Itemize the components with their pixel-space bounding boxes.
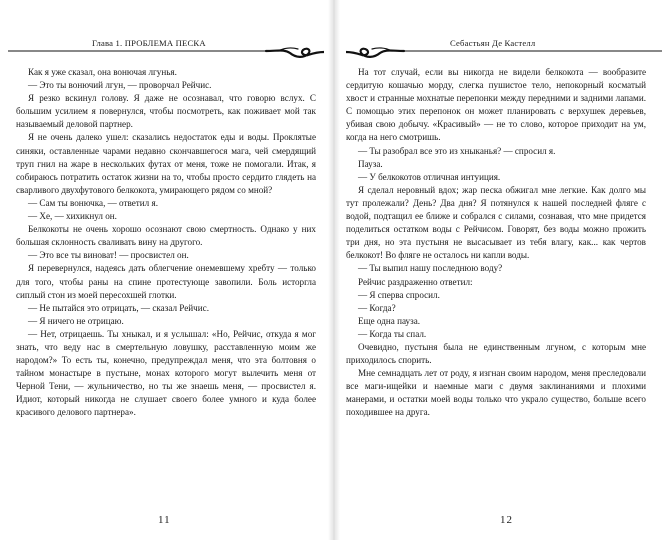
paragraph: Я сделал неровный вдох; жар песка обжигал мне легкие. Как долго мы тут пролежали? День? Два дня? Я потянулся к нашей последней фляге с водой, подтащил ее ближе и собрался с силами, сознавая, что мне придется поделиться остатком воды с Рейчисом. Говорят, без воды можно прожить три дня, но эта пустыня не высасывает из тебя влагу, как... как чертов белкокот! Во фляге не осталось ни капли воды. (346, 184, 646, 261)
paragraph: — Это все ты виноват! — просвистел он. (28, 250, 189, 261)
right-body-text (346, 66, 646, 420)
paragraph: — Сам ты вонючка, — ответил я. (28, 197, 158, 208)
paragraph: — Я ничего не отрицаю. (28, 315, 124, 326)
left-body-text (16, 66, 316, 420)
paragraph: Еще одна пауза. (358, 315, 421, 326)
page-number-left: 11 (158, 514, 171, 526)
paragraph: Рейчис раздраженно ответил: (358, 276, 473, 287)
paragraph: — Ты выпил нашу последнюю воду? (358, 263, 503, 274)
paragraph: Я не очень далеко ушел: сказались недостаток еды и воды. Проклятые синяки, оставленные чарами недавно скончавшегося мага, чей смердящий труп гнил на жаре в нескольких футах от меня, тоже не помогали. Итак, я собираюсь потратить остаток жизни на то, чтобы просто сердито глядеть на сварливого двухфутового белкокота, умирающего рядом со мной? (16, 132, 316, 195)
right-page (330, 0, 668, 540)
book-gutter-shadow (328, 0, 340, 540)
paragraph: — Это ты вонючий лгун, — проворчал Рейчис. (28, 80, 212, 91)
paragraph: — Не пытайся это отрицать, — сказал Рейчис. (28, 302, 209, 313)
paragraph: — Когда ты спал. (358, 328, 427, 339)
paragraph: — Нет, отрицаешь. Ты хныкал, и я услышал: «Но, Рейчис, откуда я мог знать, что веду нас в смертельную ловушку, расставленную моим же народом?» То есть ты, конечно, предупреждал меня, что эта болтовня о тайном монастыре в пустыне, монах которого могут вылечить меня от Черной Тени, — жульничество, но ты же знаешь меня, — просвистел я. Идиот, который никогда не слушает своего более умного и куда более красивого делового партнера». (16, 328, 316, 418)
paragraph: — Ты разобрал все это из хныканья? — спросил я. (358, 145, 556, 156)
running-head-right: Себастьян Де Кастелл (450, 38, 536, 48)
paragraph: Как я уже сказал, она вонючая лгунья. (28, 67, 177, 77)
paragraph: — У белкокотов отличная интуиция. (358, 171, 501, 182)
running-head-left: Глава 1. ПРОБЛЕМА ПЕСКА (92, 38, 206, 48)
page-number-right: 12 (500, 514, 513, 526)
paragraph: — Когда? (358, 302, 396, 313)
paragraph: Мне семнадцать лет от роду, я изгнан своим народом, меня преследовали все маги-ищейки и наемные маги с двумя заклинаниями и плохими манерами, и остатки моей воды только что украло существо, больше всего походившее на друга. (346, 368, 646, 418)
paragraph: Пауза. (358, 158, 383, 169)
paragraph: Белкокоты не очень хорошо осознают свою смертность. Однако у них большая склонность сваливать вину на другого. (16, 224, 316, 248)
left-page (0, 0, 330, 540)
paragraph: — Хе, — хихикнул он. (28, 211, 117, 222)
paragraph: На тот случай, если вы никогда не видели белкокота — вообразите сердитую кошачью морду, слегка пушистое тело, непокорный косматый хвост и странные мохнатые перепонки между передними и задними лапами. С помощью этих перепонок он может планировать с верхушек деревьев, убивая свою добычу. «Красивый» — не то слово, которое приходит на ум, когда на него смотришь. (346, 67, 646, 143)
paragraph: — Я сперва спросил. (358, 289, 440, 300)
paragraph: Я перевернулся, надеясь дать облегчение онемевшему хребту — только для того, чтобы раны на спине протестующе завопили. Боль исторгла сиплый стон из моей пересохшей глотки. (16, 263, 316, 300)
header-rule-left (8, 47, 324, 61)
paragraph: Очевидно, пустыня была не единственным лгуном, с которым мне приходилось спорить. (346, 341, 646, 366)
header-rule-right (346, 47, 662, 61)
paragraph: Я резко вскинул голову. Я даже не осознавал, что говорю вслух. С большим усилием я повернулся, чтобы посмотреть, как поживает мой так называемый деловой партнер. (16, 93, 316, 130)
